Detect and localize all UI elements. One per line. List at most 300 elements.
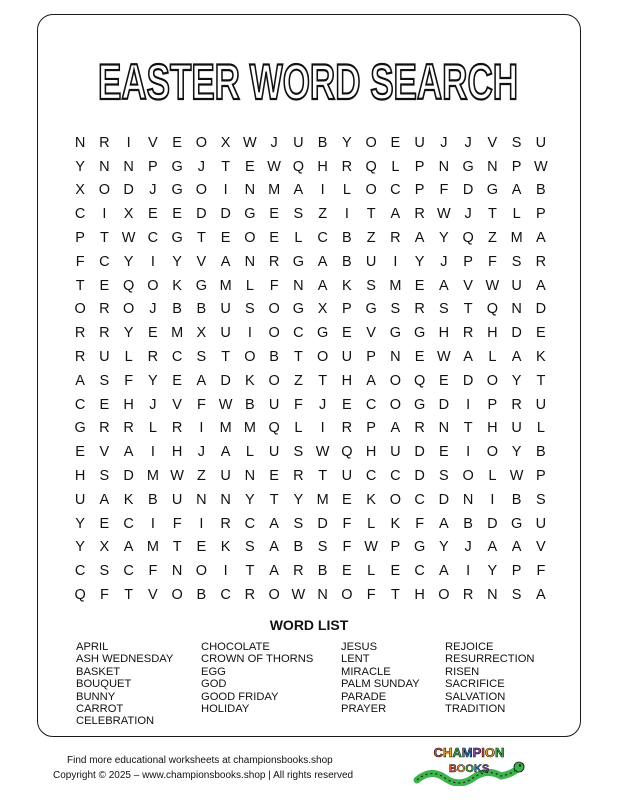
- grid-letter: Y: [123, 325, 134, 342]
- grid-letter: V: [366, 325, 376, 342]
- word-list-item: PALM SUNDAY: [341, 678, 420, 691]
- grid-letter: S: [317, 539, 328, 556]
- grid-letter: U: [535, 396, 547, 413]
- grid-letter: H: [438, 325, 450, 342]
- grid-letter: O: [365, 182, 377, 199]
- page-title: [88, 44, 528, 114]
- grid-row: [68, 155, 553, 179]
- word-column-3: [341, 641, 420, 715]
- grid-letter: U: [220, 325, 231, 342]
- grid-row: [68, 179, 553, 203]
- grid-letter: E: [148, 325, 158, 342]
- grid-row: [68, 226, 553, 250]
- word-list-item: BASKET: [76, 665, 121, 678]
- grid-letter: S: [99, 372, 110, 389]
- grid-letter: O: [486, 444, 499, 461]
- grid-letter: F: [148, 563, 158, 580]
- grid-letter: R: [74, 349, 86, 366]
- grid-letter: C: [365, 468, 377, 485]
- grid-row: [68, 512, 553, 536]
- grid-letter: N: [171, 563, 183, 580]
- grid-letter: Y: [511, 372, 522, 389]
- grid-letter: V: [487, 134, 498, 151]
- word-column-1: [76, 641, 173, 728]
- grid-letter: C: [123, 515, 134, 532]
- grid-letter: W: [364, 539, 378, 556]
- grid-letter: K: [366, 491, 376, 508]
- grid-letter: O: [389, 396, 402, 413]
- grid-letter: Q: [413, 372, 426, 389]
- grid-letter: Y: [123, 253, 134, 270]
- grid-letter: F: [75, 253, 85, 270]
- grid-letter: P: [414, 158, 425, 175]
- word-list-item: SACRIFICE: [445, 678, 505, 691]
- grid-letter: J: [149, 396, 157, 413]
- grid-letter: A: [439, 277, 449, 294]
- grid-letter: E: [439, 372, 449, 389]
- grid-letter: M: [268, 182, 281, 199]
- grid-letter: O: [195, 134, 208, 151]
- grid-letter: A: [439, 515, 449, 532]
- grid-letter: J: [440, 134, 448, 151]
- grid-letter: U: [390, 444, 401, 461]
- grid-letter: L: [124, 349, 133, 366]
- grid-letter: X: [317, 301, 328, 318]
- grid-letter: U: [220, 468, 231, 485]
- grid-letter: T: [463, 301, 473, 318]
- grid-letter: I: [199, 420, 204, 437]
- grid-letter: N: [244, 253, 256, 270]
- grid-letter: G: [413, 539, 426, 556]
- grid-letter: Q: [462, 230, 474, 247]
- grid-letter: D: [414, 468, 425, 485]
- grid-letter: R: [535, 253, 547, 270]
- grid-letter: B: [342, 253, 352, 270]
- grid-letter: S: [390, 301, 401, 318]
- grid-row: [68, 536, 553, 560]
- grid-letter: A: [439, 563, 449, 580]
- grid-letter: F: [487, 253, 497, 270]
- grid-letter: E: [414, 349, 425, 366]
- grid-letter: R: [341, 420, 353, 437]
- grid-letter: I: [344, 206, 349, 223]
- grid-letter: R: [171, 420, 183, 437]
- grid-row: [68, 393, 553, 417]
- grid-letter: O: [268, 301, 280, 318]
- grid-letter: C: [293, 325, 304, 342]
- word-list-item: JESUS: [341, 641, 378, 653]
- grid-letter: U: [171, 491, 183, 508]
- grid-letter: I: [247, 325, 252, 342]
- grid-letter: E: [342, 396, 352, 413]
- grid-row: [68, 274, 553, 298]
- grid-letter: X: [196, 325, 207, 342]
- grid-letter: G: [244, 206, 256, 223]
- grid-letter: Q: [122, 277, 135, 294]
- grid-letter: N: [220, 491, 231, 508]
- grid-letter: H: [341, 372, 353, 389]
- grid-letter: Q: [486, 301, 499, 318]
- grid-letter: P: [511, 563, 522, 580]
- grid-letter: N: [462, 491, 474, 508]
- grid-letter: Z: [318, 206, 328, 223]
- grid-letter: K: [172, 277, 182, 294]
- grid-letter: P: [148, 158, 158, 175]
- grid-letter: O: [316, 349, 329, 366]
- grid-letter: N: [123, 158, 134, 175]
- grid-letter: Z: [366, 230, 376, 247]
- grid-letter: P: [342, 301, 352, 318]
- grid-letter: I: [393, 253, 398, 270]
- grid-letter: N: [511, 301, 522, 318]
- grid-letter: N: [487, 587, 498, 604]
- grid-letter: T: [318, 468, 328, 485]
- grid-letter: F: [415, 515, 425, 532]
- grid-letter: J: [149, 301, 157, 318]
- grid-letter: M: [219, 420, 232, 437]
- grid-letter: S: [245, 301, 255, 318]
- grid-letter: S: [366, 277, 376, 294]
- grid-letter: Q: [292, 158, 305, 175]
- grid-letter: I: [320, 420, 325, 437]
- grid-letter: J: [319, 396, 327, 413]
- grid-letter: M: [510, 230, 523, 247]
- grid-letter: H: [487, 420, 498, 437]
- grid-letter: A: [317, 253, 328, 270]
- grid-letter: D: [220, 372, 231, 389]
- grid-letter: O: [389, 491, 402, 508]
- grid-letter: W: [267, 158, 281, 175]
- word-list-item: HOLIDAY: [201, 703, 250, 716]
- grid-letter: W: [315, 444, 330, 461]
- grid-letter: E: [148, 206, 158, 223]
- grid-letter: K: [123, 491, 134, 508]
- grid-letter: M: [316, 491, 329, 508]
- grid-row: [68, 464, 553, 488]
- grid-letter: Y: [511, 444, 522, 461]
- word-list-item: RISEN: [445, 665, 480, 678]
- grid-letter: A: [390, 420, 401, 437]
- grid-letter: G: [74, 420, 86, 437]
- grid-letter: D: [438, 491, 450, 508]
- grid-letter: W: [437, 349, 451, 366]
- grid-letter: S: [511, 134, 522, 151]
- grid-letter: F: [124, 372, 134, 389]
- grid-letter: E: [99, 396, 110, 413]
- grid-letter: B: [172, 301, 182, 318]
- grid-letter: N: [438, 158, 450, 175]
- grid-letter: D: [487, 515, 498, 532]
- grid-letter: B: [536, 182, 546, 199]
- title-outline-art: [88, 44, 528, 114]
- grid-letter: E: [342, 563, 352, 580]
- grid-letter: H: [123, 396, 134, 413]
- grid-letter: L: [294, 230, 303, 247]
- grid-letter: F: [439, 182, 449, 199]
- grid-letter: E: [172, 134, 182, 151]
- grid-letter: D: [462, 182, 474, 199]
- grid-letter: C: [414, 491, 425, 508]
- grid-letter: O: [486, 372, 499, 389]
- grid-letter: Y: [75, 539, 85, 556]
- grid-letter: Y: [439, 539, 449, 556]
- grid-letter: M: [146, 539, 159, 556]
- grid-letter: T: [366, 206, 376, 223]
- grid-letter: I: [466, 444, 471, 461]
- grid-letter: X: [123, 206, 134, 223]
- grid-letter: K: [220, 539, 231, 556]
- grid-letter: I: [466, 563, 471, 580]
- grid-letter: T: [172, 539, 182, 556]
- grid-letter: U: [511, 420, 522, 437]
- grid-letter: V: [172, 396, 182, 413]
- grid-letter: G: [462, 158, 474, 175]
- grid-letter: O: [365, 134, 377, 151]
- grid-letter: R: [414, 206, 425, 223]
- grid-letter: T: [99, 230, 109, 247]
- grid-letter: I: [199, 515, 204, 532]
- grid-letter: U: [365, 253, 377, 270]
- grid-letter: N: [487, 158, 498, 175]
- grid-letter: L: [391, 158, 400, 175]
- letter-grid: [68, 131, 553, 607]
- grid-letter: R: [341, 158, 353, 175]
- word-list-item: PARADE: [341, 690, 387, 703]
- grid-row: [68, 250, 553, 274]
- grid-letter: R: [99, 420, 110, 437]
- grid-letter: S: [196, 349, 207, 366]
- grid-letter: Z: [487, 230, 497, 247]
- grid-letter: A: [414, 230, 425, 247]
- grid-row: [68, 131, 553, 155]
- word-list-item: CROWN OF THORNS: [201, 653, 314, 666]
- grid-letter: L: [294, 420, 303, 437]
- grid-letter: O: [438, 587, 450, 604]
- grid-letter: B: [269, 349, 279, 366]
- grid-letter: B: [196, 587, 207, 604]
- grid-letter: F: [536, 563, 546, 580]
- grid-letter: G: [365, 301, 377, 318]
- grid-letter: V: [536, 539, 546, 556]
- grid-letter: O: [74, 301, 86, 318]
- grid-letter: F: [293, 396, 303, 413]
- grid-letter: S: [245, 539, 255, 556]
- grid-letter: A: [536, 277, 546, 294]
- grid-letter: R: [390, 230, 401, 247]
- grid-letter: K: [245, 372, 255, 389]
- grid-letter: J: [197, 444, 205, 461]
- grid-letter: V: [196, 253, 207, 270]
- grid-letter: R: [99, 134, 110, 151]
- grid-letter: E: [390, 134, 401, 151]
- grid-letter: R: [147, 349, 159, 366]
- grid-letter: O: [268, 372, 280, 389]
- grid-letter: O: [122, 301, 135, 318]
- grid-letter: O: [462, 468, 474, 485]
- grid-letter: O: [244, 230, 256, 247]
- word-list-item: SALVATION: [445, 690, 506, 703]
- grid-letter: R: [462, 325, 474, 342]
- grid-letter: E: [172, 372, 182, 389]
- grid-letter: A: [220, 444, 231, 461]
- grid-letter: Q: [268, 420, 280, 437]
- grid-letter: A: [536, 230, 546, 247]
- grid-letter: Y: [172, 253, 182, 270]
- word-column-4: [445, 641, 535, 715]
- grid-letter: K: [342, 277, 352, 294]
- grid-letter: U: [511, 277, 522, 294]
- word-list-item: BUNNY: [76, 690, 116, 703]
- word-list-item: CHOCOLATE: [201, 641, 270, 653]
- grid-letter: N: [196, 491, 207, 508]
- grid-letter: I: [320, 182, 325, 199]
- grid-letter: S: [99, 468, 110, 485]
- svg-text:BOOKS: BOOKS: [448, 763, 490, 775]
- grid-letter: W: [437, 206, 451, 223]
- grid-letter: I: [150, 444, 155, 461]
- grid-letter: A: [511, 349, 522, 366]
- grid-letter: R: [268, 253, 280, 270]
- grid-letter: S: [439, 468, 449, 485]
- grid-letter: C: [365, 396, 377, 413]
- grid-letter: C: [390, 182, 401, 199]
- grid-letter: G: [413, 396, 426, 413]
- grid-letter: M: [389, 277, 402, 294]
- grid-letter: P: [390, 539, 401, 556]
- grid-letter: P: [414, 182, 425, 199]
- grid-letter: B: [342, 230, 352, 247]
- grid-letter: A: [536, 587, 546, 604]
- grid-letter: G: [171, 158, 183, 175]
- grid-letter: M: [219, 277, 232, 294]
- grid-letter: F: [269, 277, 279, 294]
- grid-letter: C: [390, 468, 401, 485]
- grid-letter: P: [536, 206, 546, 223]
- footer-line-1: Find more educational worksheets at championsbooks.shop: [67, 755, 333, 766]
- grid-letter: R: [99, 301, 110, 318]
- grid-letter: I: [223, 182, 228, 199]
- grid-letter: U: [535, 134, 547, 151]
- grid-letter: P: [463, 253, 473, 270]
- grid-letter: C: [74, 396, 86, 413]
- grid-letter: Y: [342, 134, 352, 151]
- grid-letter: K: [536, 349, 546, 366]
- grid-letter: U: [341, 468, 353, 485]
- grid-letter: J: [440, 253, 448, 270]
- word-list-item: CELEBRATION: [76, 715, 155, 728]
- grid-row: [68, 583, 553, 607]
- grid-letter: E: [269, 206, 279, 223]
- grid-letter: O: [98, 182, 111, 199]
- grid-letter: R: [462, 587, 474, 604]
- grid-letter: S: [293, 444, 304, 461]
- grid-letter: P: [511, 158, 522, 175]
- grid-letter: Y: [487, 563, 498, 580]
- grid-letter: J: [197, 158, 205, 175]
- grid-letter: I: [490, 491, 495, 508]
- grid-letter: P: [366, 349, 376, 366]
- word-list-item: LENT: [341, 653, 370, 666]
- grid-letter: A: [487, 539, 498, 556]
- grid-letter: V: [148, 587, 158, 604]
- grid-letter: S: [536, 491, 546, 508]
- grid-row: [68, 417, 553, 441]
- footer-copyright: Copyright © 2025 – www.championsbooks.shop | All rights reserved: [53, 770, 354, 781]
- grid-letter: G: [292, 253, 305, 270]
- grid-letter: G: [171, 182, 183, 199]
- grid-letter: E: [245, 158, 255, 175]
- grid-letter: E: [536, 325, 546, 342]
- grid-letter: F: [172, 515, 182, 532]
- grid-letter: D: [511, 325, 522, 342]
- grid-letter: H: [365, 444, 377, 461]
- grid-letter: M: [146, 468, 159, 485]
- grid-letter: G: [171, 230, 183, 247]
- grid-letter: N: [244, 468, 256, 485]
- grid-letter: Y: [439, 230, 449, 247]
- grid-letter: G: [195, 277, 208, 294]
- grid-letter: R: [414, 301, 425, 318]
- grid-letter: U: [74, 491, 86, 508]
- grid-letter: J: [464, 134, 472, 151]
- grid-row: [68, 559, 553, 583]
- grid-letter: Y: [75, 158, 85, 175]
- grid-letter: F: [99, 587, 109, 604]
- grid-letter: U: [341, 349, 353, 366]
- grid-letter: E: [220, 230, 231, 247]
- grid-letter: S: [511, 587, 522, 604]
- grid-letter: X: [75, 182, 85, 199]
- grid-letter: A: [269, 515, 279, 532]
- grid-letter: E: [172, 206, 182, 223]
- grid-letter: T: [124, 587, 134, 604]
- grid-letter: I: [126, 134, 131, 151]
- grid-letter: N: [74, 134, 86, 151]
- grid-letter: K: [390, 515, 401, 532]
- grid-letter: A: [75, 372, 85, 389]
- grid-letter: U: [268, 444, 280, 461]
- grid-letter: V: [148, 134, 158, 151]
- grid-letter: H: [487, 325, 498, 342]
- grid-letter: B: [293, 539, 304, 556]
- grid-letter: D: [414, 444, 425, 461]
- grid-letter: D: [438, 396, 450, 413]
- grid-letter: L: [245, 277, 254, 294]
- grid-letter: T: [536, 372, 546, 389]
- grid-letter: A: [220, 253, 231, 270]
- grid-letter: S: [99, 563, 110, 580]
- grid-letter: L: [148, 420, 157, 437]
- grid-letter: A: [463, 349, 473, 366]
- grid-letter: E: [196, 539, 207, 556]
- grid-letter: B: [148, 491, 158, 508]
- grid-row: [68, 345, 553, 369]
- grid-letter: A: [99, 491, 110, 508]
- word-list-item: ASH WEDNESDAY: [76, 653, 174, 666]
- word-list-title: WORD LIST: [269, 617, 349, 633]
- grid-letter: G: [389, 325, 402, 342]
- grid-letter: B: [245, 396, 255, 413]
- grid-letter: C: [74, 563, 86, 580]
- grid-letter: S: [293, 515, 304, 532]
- grid-letter: R: [293, 563, 304, 580]
- grid-letter: O: [268, 325, 280, 342]
- grid-letter: B: [317, 563, 328, 580]
- grid-letter: B: [511, 491, 522, 508]
- grid-letter: P: [487, 396, 498, 413]
- grid-letter: M: [243, 420, 256, 437]
- grid-letter: A: [269, 563, 279, 580]
